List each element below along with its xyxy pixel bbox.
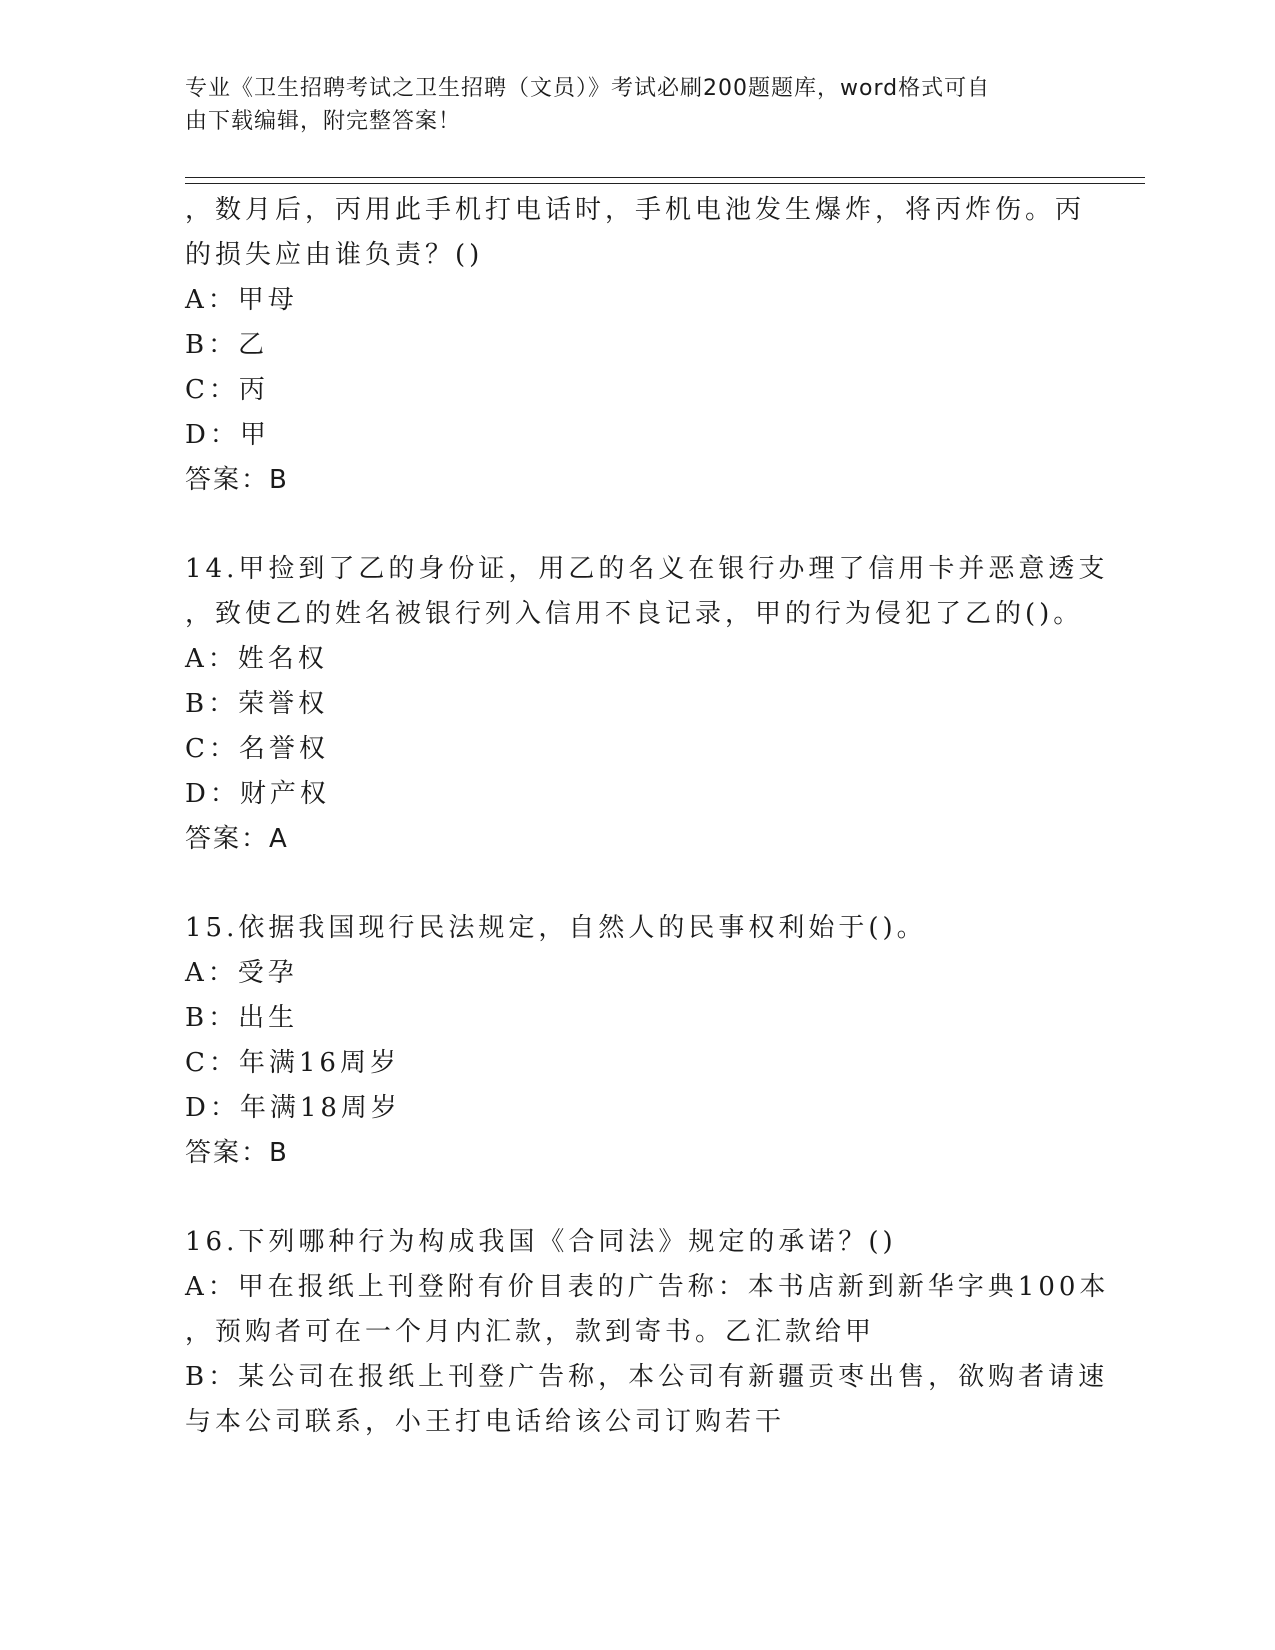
option-b-continued: 与本公司联系，小王打电话给该公司订购若干 (185, 1407, 786, 1437)
header-line-1: 专业《卫生招聘考试之卫生招聘（文员）》考试必刷200题题库，word格式可自 (185, 76, 991, 101)
option-d: D：年满18周岁 (185, 1093, 401, 1123)
spacer (185, 862, 1085, 906)
option-b: B：荣誉权 (185, 689, 329, 719)
question-13 (185, 188, 1085, 503)
option-a: A：甲在报纸上刊登附有价目表的广告称：本书店新到新华字典100本 (185, 1272, 1110, 1302)
question-text: ，致使乙的姓名被银行列入信用不良记录，甲的行为侵犯了乙的()。 (185, 599, 1084, 629)
question-text: 16.下列哪种行为构成我国《合同法》规定的承诺？() (185, 1227, 897, 1257)
option-a: A：姓名权 (185, 644, 328, 674)
spacer (185, 503, 1085, 547)
option-c: C：年满16周岁 (185, 1048, 400, 1078)
header-line-2: 由下载编辑，附完整答案！ (185, 109, 462, 134)
option-b: B：出生 (185, 1003, 299, 1033)
question-text: 的损失应由谁负责？() (185, 240, 484, 270)
question-text: 14.甲捡到了乙的身份证，用乙的名义在银行办理了信用卡并恶意透支 (185, 554, 1109, 584)
option-a: A：受孕 (185, 958, 298, 988)
header-rule-top (185, 177, 1145, 178)
question-text: ，数月后，丙用此手机打电话时，手机电池发生爆炸，将丙炸伤。丙 (185, 195, 1086, 225)
option-c: C：名誉权 (185, 734, 329, 764)
option-b: B：乙 (185, 330, 269, 360)
spacer (185, 1176, 1085, 1220)
option-b: B：某公司在报纸上刊登广告称，本公司有新疆贡枣出售，欲购者请速 (185, 1362, 1109, 1392)
answer-text: 答案：B (185, 465, 289, 495)
option-d: D：财产权 (185, 779, 330, 809)
option-d: D：甲 (185, 420, 270, 450)
question-text: 15.依据我国现行民法规定，自然人的民事权利始于()。 (185, 913, 927, 943)
option-a-continued: ，预购者可在一个月内汇款，款到寄书。乙汇款给甲 (185, 1317, 876, 1347)
answer-text: 答案：B (185, 1138, 289, 1168)
question-list (185, 188, 1110, 1445)
option-c: C：丙 (185, 375, 269, 405)
header-rule-bottom (185, 183, 1145, 184)
question-16 (185, 1220, 1110, 1445)
answer-text: 答案：A (185, 824, 289, 854)
question-15 (185, 906, 1085, 1176)
question-14 (185, 547, 1109, 862)
option-a: A：甲母 (185, 285, 298, 315)
document-header (185, 72, 1085, 138)
